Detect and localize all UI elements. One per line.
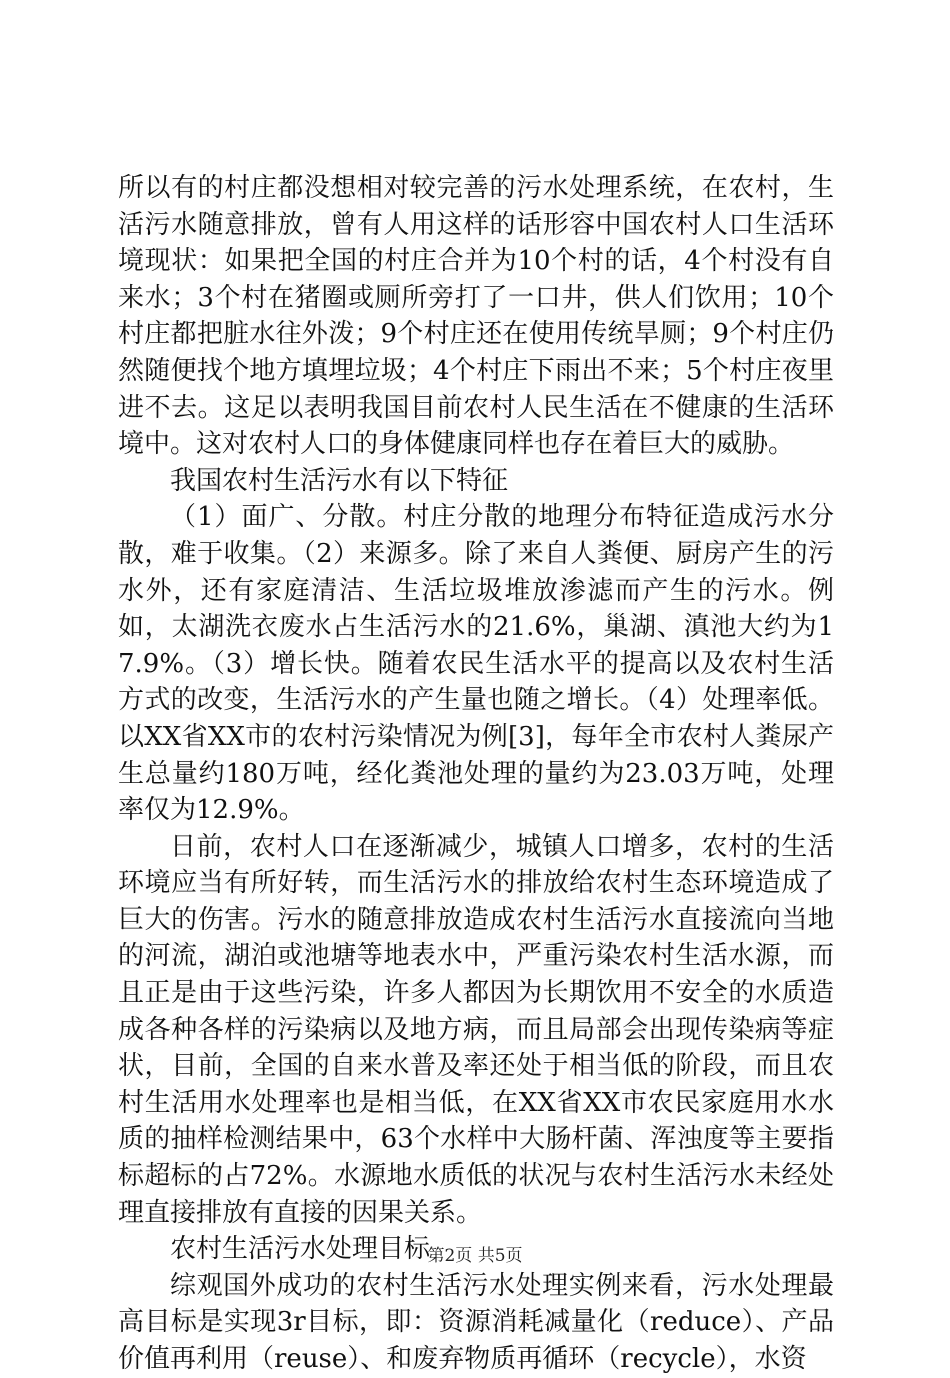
paragraph-sewage-features: （1）面广、分散。村庄分散的地理分布特征造成污水分散，难于收集。（2）来源多。除了来自人粪便、厨房产生的污水外，还有家庭清洁、生活垃圾堆放渗滤而产生的污水。例如，太湖洗衣废水占生活污水的21.6%，巢湖、滇池大约为17.9%。（3）增长快。随着农民生活水平的提高以及农村生活方式的改变，生活污水的产生量也随之增长。（4）处理率低。以XX省XX市的农村污染情况为例[3]，每年全市农村人粪尿产生总量约180万吨，经化粪池处理的量约为23.03万吨，处理率仅为12.9%。	[118, 502, 834, 826]
heading-treatment-goals: 农村生活污水处理目标	[170, 1234, 431, 1265]
page-number-footer: 第2页 共5页	[427, 1246, 523, 1266]
paragraph-sewage-status: 所以有的村庄都没想相对较完善的污水处理系统，在农村，生活污水随意排放，曾有人用这样的话形容中国农村人口生活环境现状：如果把全国的村庄合并为10个村的话，4个村没有自来水；3个村在猪圈或厕所旁打了一口井，供人们饮用；10个村庄都把脏水往外泼；9个村庄还在使用传统旱厕；9个村庄仍然随便找个地方填埋垃圾；4个村庄下雨出不来；5个村庄夜里进不去。这足以表明我国目前农村人民生活在不健康的生活环境中。这对农村人口的身体健康同样也存在着巨大的威胁。	[118, 173, 834, 460]
paragraph-sewage-harm: 日前，农村人口在逐渐减少，城镇人口增多，农村的生活环境应当有所好转，而生活污水的排放给农村生态环境造成了巨大的伤害。污水的随意排放造成农村生活污水直接流向当地的河流，湖泊或池塘等地表水中，严重污染农村生活水源，而且正是由于这些污染，许多人都因为长期饮用不安全的水质造成各种各样的污染病以及地方病，而且局部会出现传染病等症状，目前，全国的自来水普及率还处于相当低的阶段，而且农村生活用水处理率也是相当低，在XX省XX市农民家庭用水水质的抽样检测结果中，63个水样中大肠杆菌、浑浊度等主要指标超标的占72%。水源地水质低的状况与农村生活污水未经处理直接排放有直接的因果关系。	[118, 831, 834, 1228]
document-body	[118, 170, 834, 1378]
paragraph-treatment-goals: 综观国外成功的农村生活污水处理实例来看，污水处理最高目标是实现3r目标，即：资源消耗减量化（reduce）、产品价值再利用（reuse）、和废弃物质再循环（recycle），水资	[118, 1270, 834, 1374]
heading-sewage-features: 我国农村生活污水有以下特征	[170, 465, 509, 496]
